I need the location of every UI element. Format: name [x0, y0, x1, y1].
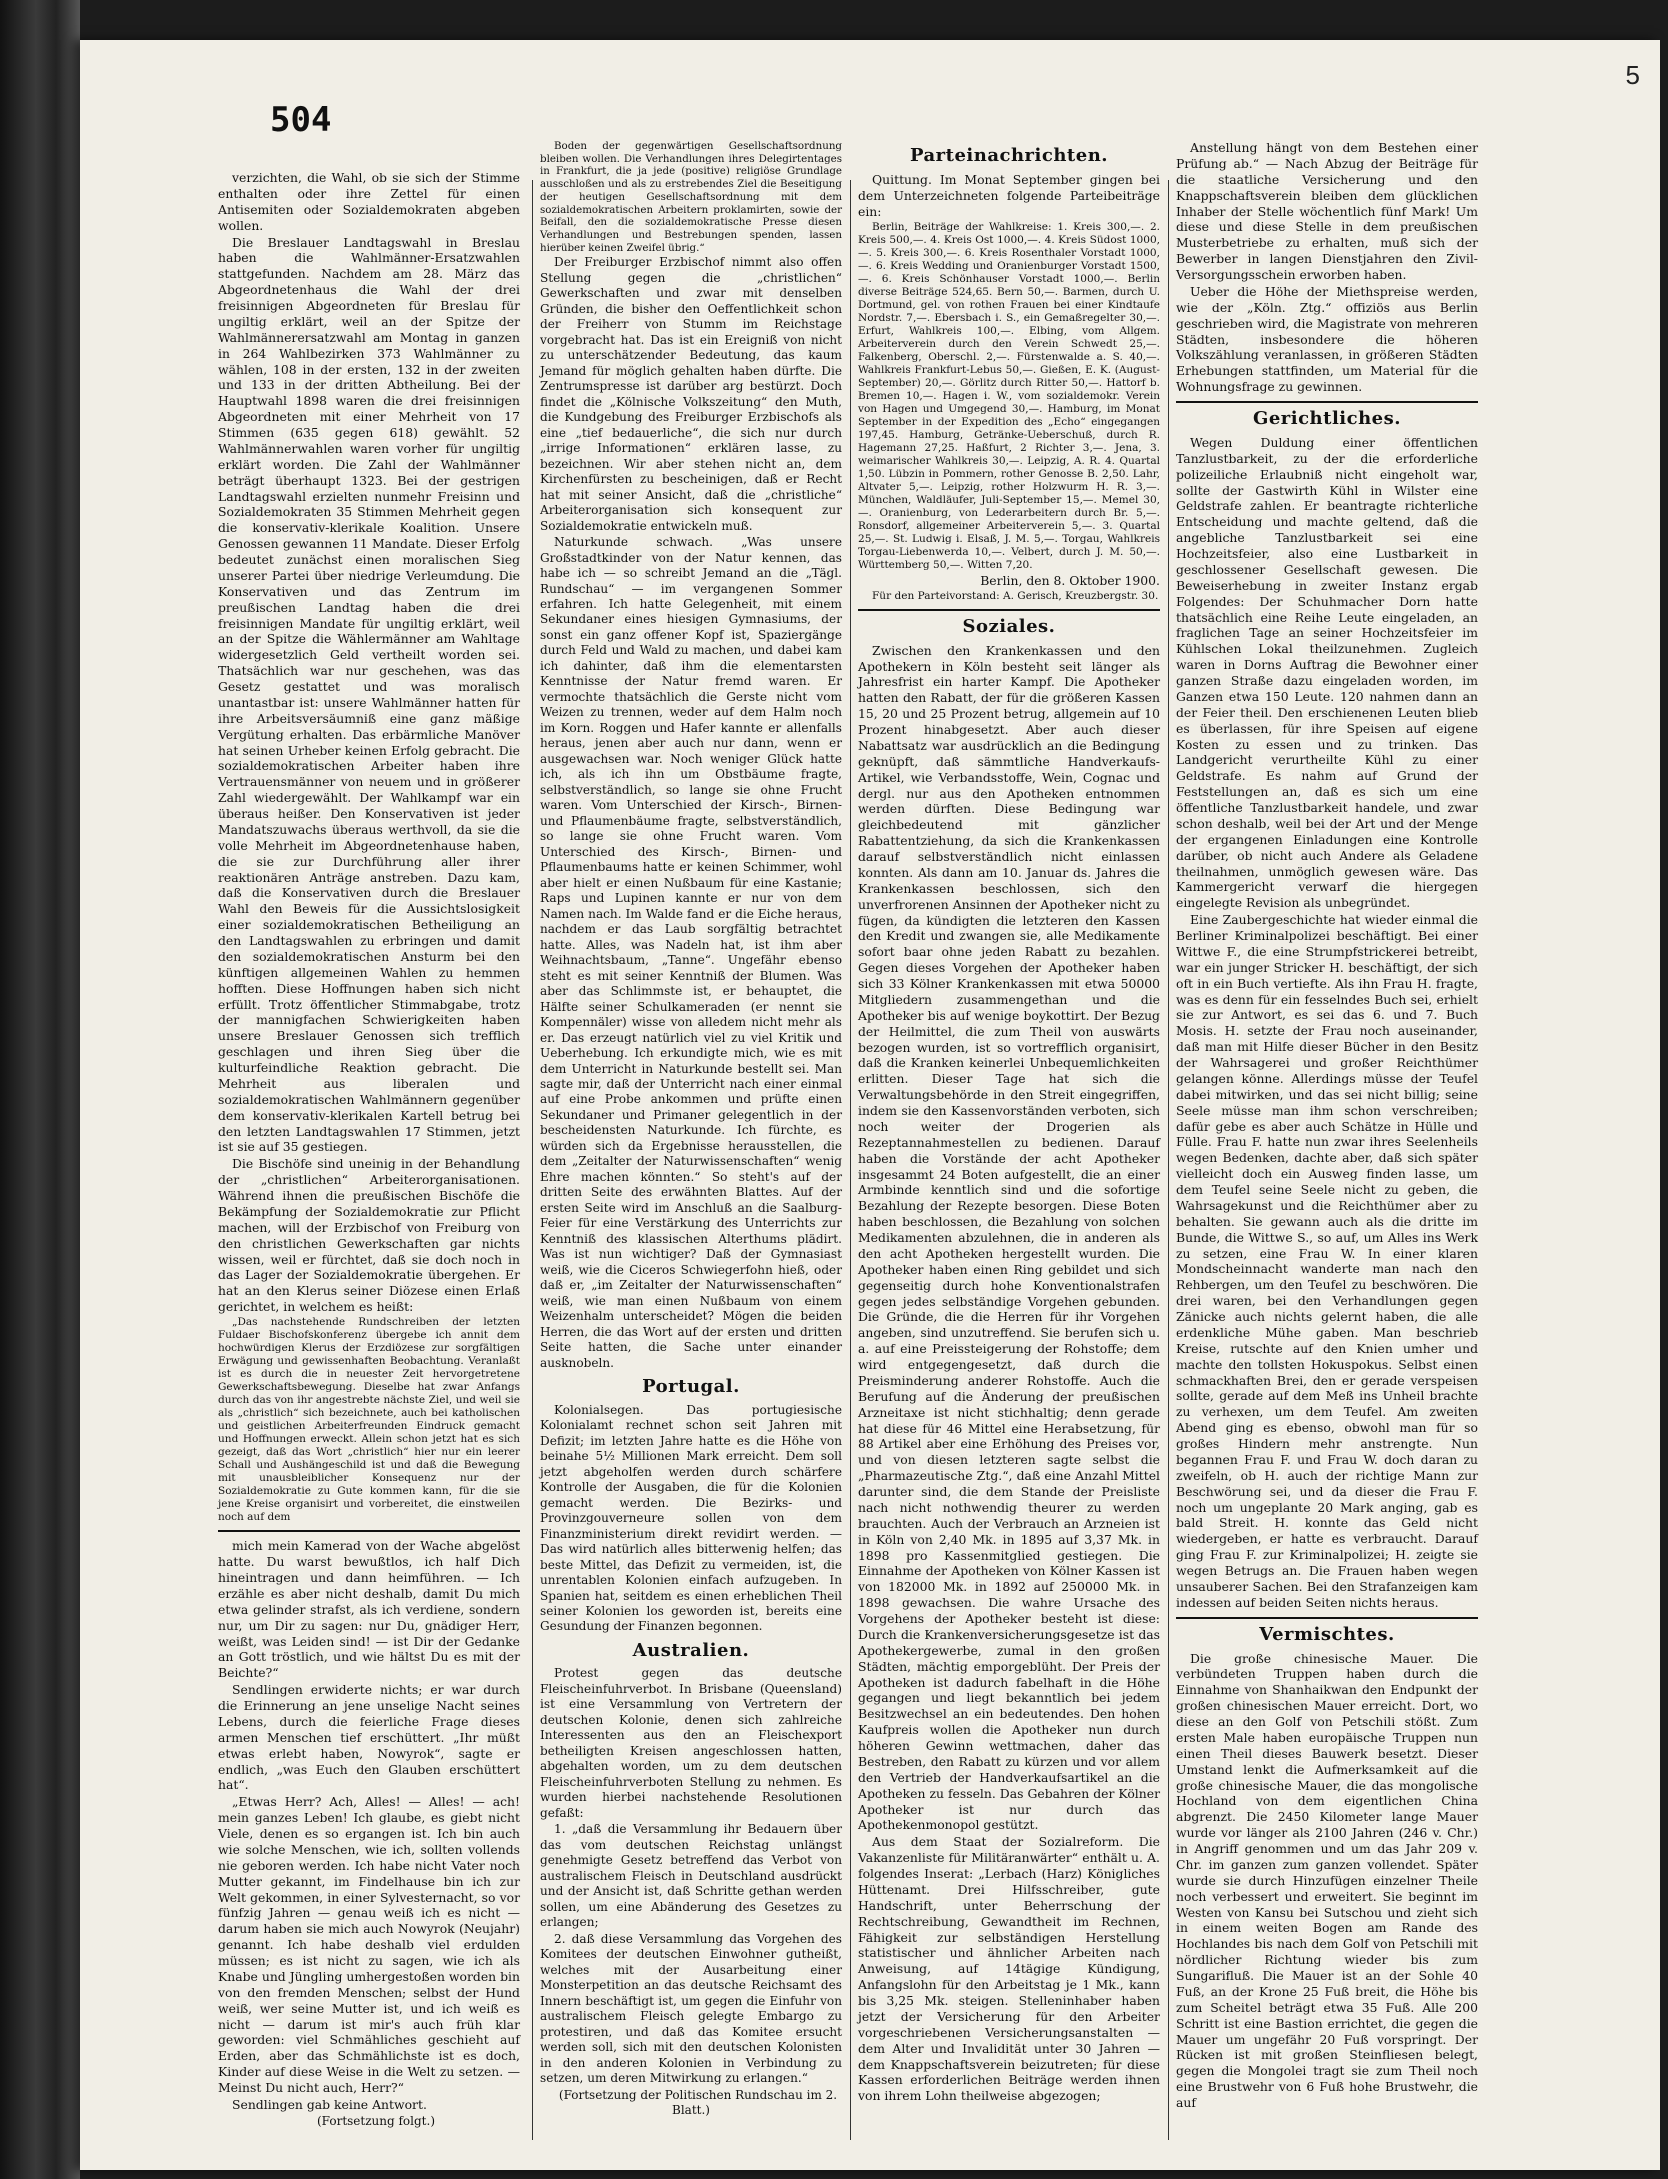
section-rule [858, 609, 1160, 611]
section-rule [218, 1530, 520, 1532]
article-paragraph: Sendlingen erwiderte nichts; er war durch die Erinnerung an jene unselige Nacht seines Lebens, durch die feierliche Frage dieses armen Menschen tief erschüttert. „Ihr müßt etwas erlebt haben, Nowyrok“, sagte er endlich, „was Euch den Glauben erschüttert hat“. [218, 1682, 520, 1793]
section-heading: Gerichtliches. [1252, 408, 1402, 429]
article-paragraph: mich mein Kamerad von der Wache abgelöst hatte. Du warst bewußtlos, ich half Dich hineintragen und dann heimführen. — Ich erzähle es aber nicht deshalb, damit Du mich etwa gelinder strafst, als ich verdiene, sondern nur, um Dir zu sagen: nur Du, gnädiger Herr, weißt, was Leiden sind! — ist Dir der Gedanke an Gott tröstlich, und wie hältst Du es mit der Beichte?“ [218, 1538, 520, 1681]
small-print-paragraph: „Das nachstehende Rundschreiben der letzten Fuldaer Bischofskonferenz übergebe ich annit dem hochwürdigen Klerus der Erzdiözese zur sorgfältigen Erwägung und gewissenhaften Beobachtung. Veranlaßt ist es durch die in neuester Zeit hervorgetretene Gewerkschaftsbewegung. Dieselbe hat zwar Anfangs durch das von ihr angestrebte nächste Ziel, und weil sie als „christlich“ sich bezeichnete, auch bei katholischen und geistlichen Arbeiterfreunden Eindruck gemacht und Hoffnungen erweckt. Allein schon jetzt hat es sich gezeigt, daß das Wort „christlich“ hier nur ein leerer Schall und Aushängeschild ist und daß die Bewegung mit unausbleiblicher Konsequenz nur der Sozialdemokratie zu Gute kommen kann, für die sie jene Kreise organisirt und vorbereitet, die einstweilen noch auf dem [218, 1316, 520, 1524]
section-rule [1176, 401, 1478, 403]
article-paragraph: „Etwas Herr? Ach, Alles! — Alles! — ach! mein ganzes Leben! Ich glaube, es giebt nicht Viele, denen es so ergangen ist. Ich bin auch wie solche Menschen, wie ich, sollten vollends nie geboren werden. Ich habe nicht Vater noch Mutter gekannt, im Findelhause bin ich zur Welt gekommen, in einer Sylvesternacht, so vor fünfzig Jahren — genau weiß ich es nicht — darum haben sie mich auch Nowyrok (Neujahr) genannt. Ich habe deshalb viel erdulden müssen; es ist nicht zu sagen, wie ich als Knabe und Jüngling umhergestoßen worden bin von den fremden Menschen; selbst der Hund weiß, wer seine Mutter ist, und ich weiß es nicht — darum ist mir's auch früh klar geworden: viel Schmähliches geschieht auf Erden, aber das Schmählichste ist es doch, Kinder auf diese Weise in die Welt zu setzen. — Meinst Du nicht auch, Herr?“ [218, 1794, 520, 2095]
newspaper-page [80, 40, 1660, 2170]
small-print-paragraph: Für den Parteivorstand: A. Gerisch, Kreuzbergstr. 30. [872, 589, 1159, 602]
article-paragraph: Ueber die Höhe der Miethspreise werden, wie der „Köln. Ztg.“ offiziös aus Berlin geschrieben wird, die Magistrate von mehreren Städten, insbesondere die höheren Volkszählung veranlassen, in größeren Städten Erhebungen stattfinden, um Material für die Wohnungsfrage zu gewinnen. [1176, 283, 1478, 395]
column-2 [540, 140, 842, 2119]
column-1 [218, 170, 520, 2131]
article-paragraph: verzichten, die Wahl, ob sie sich der Stimme enthalten oder ihre Zettel für einen Antisemiten oder Sozialdemokraten abgeben wollen. [218, 170, 520, 233]
small-print-paragraph: Boden der gegenwärtigen Gesellschaftsordnung bleiben wollen. Die Verhandlungen ihres Delegirtentages in Frankfurt, die ja jede (positive) religiöse Grundlage ausschloßen und als zu erstrebendes Ziel die Beseitigung der heutigen Gesellschaftsordnung mit dem sozialdemokratischen Arbeitern proklamirten, sowie der Beifall, den die sozialdemokratische Presse diesen Verhandlungen und Bestrebungen spenden, lassen hierüber keinen Zweifel übrig.“ [540, 140, 842, 254]
article-paragraph: Naturkunde schwach. „Was unsere Großstadtkinder von der Natur kennen, das habe ich — so schreibt Jemand an die „Tägl. Rundschau“ — im vergangenen Sommer erfahren. Ich hatte Gelegenheit, mit einem Sekundaner eines hiesigen Gymnasiums, der sonst ein ganz offener Kopf ist, Spaziergänge durch Feld und Wald zu machen, und dabei kam ich dahinter, daß ihm die elementarsten Kenntnisse der Natur fremd waren. Er vermochte thatsächlich die Gerste nicht vom Weizen zu trennen, weder auf dem Halm noch im Korn. Roggen und Hafer kannte er allenfalls heraus, jenen aber auch nur dann, wenn er ausgewachsen war. Noch weniger Glück hatte ich, als ich ihn um Obstbäume fragte, selbstverständlich, so lange sie ohne Frucht waren. Vom Unterschied der Kirsch-, Birnen- und Pflaumenbäume fragte, selbstverständlich, so lange sie ohne Frucht waren. Vom Unterschied des Kirsch-, Birnen- und Pflaumenbaums hatte er keinen Schimmer, wohl aber hielt er einen Nußbaum für eine Kastanie; Raps und Lupinen kannte er nur von dem Namen nach. Im Walde fand er die Eiche heraus, nachdem er das Laub sorgfältig betrachtet hatte. Alles, was Nadeln hat, ist ihm aber Weihnachtsbaum, „Tanne“. Ungefähr ebenso steht es mit seiner Kenntniß der Blumen. Was aber das Schlimmste ist, er behauptet, die Hälfte seiner Schulkameraden (er nennt sie Kompennäler) wisse von alledem nicht mehr als er. Das erzeugt natürlich viel zu viel Kritik und Ueberhebung. Ich erkundigte mich, wie es mit dem Unterricht in Naturkunde bestellt sei. Man sagte mir, daß der Unterricht nach einer einmal auf eine Probe ankommen und prüfte einen Sekundaner und Primaner gelegentlich in der bescheidensten Naturkunde. Ich fürchte, es würden sich da Ergebnisse herausstellen, die dem „Zeitalter der Naturwissenschaften“ wenig Ehre machen könnten.“ So steht's auf der dritten Seite des erwähnten Blattes. Auf der ersten Seite wird im Anschluß an die Saalburg-Feier für eine Verstärkung des Unterrichts zur Kenntniß des klassischen Alterthums plädirt. Was ist nun wichtiger? Daß der Gymnasiast weiß, wie die Ciceros Schwiegerfohn hieß, oder daß er, „im Zeitalter der Naturwissenschaften“ weiß, wie man einen Nußbaum von einem Weizenhalm unterscheidet? Mögen die beiden Herren, die das Wort auf der ersten und dritten Seite hatten, die Sache unter einander ausknobeln. [540, 535, 842, 1370]
article-paragraph: Die Bischöfe sind uneinig in der Behandlung der „christlichen“ Arbeiterorganisationen. Während ihnen die preußischen Bischöfe die Bekämpfung der Sozialdemokratie zur Pflicht machen, will der Erzbischof von Freiburg von den christlichen Gewerkschaften gar nichts wissen, weil er fürchtet, daß sie doch noch in das Lager der Sozialdemokratie übergehen. Er hat an den Klerus seiner Diözese einen Erlaß gerichtet, in welchem es heißt: [218, 1156, 520, 1315]
column-4 [1176, 140, 1478, 2112]
article-paragraph: Quittung. Im Monat September gingen bei dem Unterzeichneten folgende Parteibeiträge ein: [858, 171, 1160, 219]
column-divider [1168, 180, 1169, 2140]
article-paragraph: Anstellung hängt von dem Bestehen einer Prüfung ab.“ — Nach Abzug der Beiträge für die staatliche Versicherung und den Knappschaftsverein bleiben dem glücklichen Inhaber der Stelle wöchentlich fünf Mark! Um diese und diese Stelle in dem preußischen Musterbetriebe zu erhalten, muß sich der Bewerber in langen Dienstjahren den Zivil-Versorgungsschein erworben haben. [1176, 140, 1478, 282]
section-heading: Parteinachrichten. [909, 145, 1109, 166]
article-paragraph: 1. „daß die Versammlung ihr Bedauern über das vom deutschen Reichstag unlängst genehmigte Gesetz betreffend das Verbot von australischem Fleisch in Deutschland ausdrückt und der Ansicht ist, daß Schritte gethan werden sollen, um eine Abänderung des Gesetzes zu erlangen; [540, 1822, 842, 1930]
article-paragraph: Sendlingen gab keine Antwort. [232, 2096, 427, 2112]
section-heading: Vermischtes. [1259, 1623, 1395, 1645]
small-print-paragraph: Berlin, Beiträge der Wahlkreise: 1. Kreis 300,—. 2. Kreis 500,—. 4. Kreis Ost 1000,—. 4. Kreis Südost 1000,—. 5. Kreis 300,—. 6. Kreis Rosenthaler Vorstadt 1000,—. 6. Kreis Wedding und Oranienburger Vorstadt 1500,—. 6. Kreis Schönhauser Vorstadt 1000,—. Berlin diverse Beiträge 524,65. Bern 50,—. Barmen, durch U. Dortmund, gel. von rothen Frauen bei einer Kindtaufe Nordstr. 7,—. Ebersbach i. S., ein Gemaßregelter 30,—. Erfurt, Wahlkreis 100,—. Elbing, vom Allgem. Arbeiterverein durch den Verein Schwedt 25,—. Falkenberg, Oberschl. 2,—. Fürstenwalde a. S. 40,—. Wahlkreis Frankfurt-Lebus 50,—. Gießen, E. K. (August-September) 20,—. Görlitz durch Ritter 50,—. Hattorf b. Bremen 10,—. Hagen i. W., vom sozialdemokr. Verein von Hagen und Umgegend 30,—. Hamburg, im Monat September in der Expedition des „Echo“ eingegangen 197,45. Hamburg, Getränke-Ueberschuß, durch R. Hagemann 27,25. Haßfurt, 2 Richter 3,—. Jena, 3. weimarischer Wahlkreis 30,—. Leipzig, A. R. 4. Quartal 1,50. Lübzin in Pommern, rother Genosse B. 2,50. Lahr, Altvater 5,—. Leipzig, rother Holzwurm H. R. 3,—. München, Waldläufer, Juli-September 15,—. Memel 30,—. Oranienburg, von Lederarbeitern durch Br. 5,—. Ronsdorf, allgemeiner Arbeiterverein 5,—. 3. Quartal 25,—. St. Ludwig i. Elsaß, J. M. 5,—. Torgau, Wahlkreis Torgau-Liebenwerda 10,—. Velbert, durch J. M. 50,—. Württemberg 50,—. Witten 7,20. [858, 220, 1160, 571]
corner-mark: 5 [1625, 60, 1640, 90]
column-divider [850, 180, 851, 2140]
section-heading: Australien. [632, 1639, 750, 1661]
article-paragraph: Zwischen den Krankenkassen und den Apothekern in Köln besteht seit länger als Jahresfrist ein harter Kampf. Die Apotheker hatten den Rabatt, der für die größeren Kassen 15, 20 und 25 Prozent betrug, allgemein auf 10 Prozent hinabgesetzt. Aber auch dieser Nabattsatz war ausdrücklich an die Bedingung geknüpft, daß sämmtliche Handverkaufs-Artikel, wie Verbandsstoffe, Wein, Cognac und dergl. nur aus den Apotheken entnommen werden dürften. Diese Bedingung war gleichbedeutend mit gänzlicher Rabattentziehung, da sich die Krankenkassen darauf selbstverständlich nicht einlassen konnten. Als dann am 10. Januar ds. Jahres die Krankenkassen beschlossen, sich den unverfrorenen Ansinnen der Apotheker nicht zu fügen, da kündigten die letzteren den Kassen den Kredit und zwangen sie, alle Medikamente sofort baar ohne jeden Rabatt zu bezahlen. Gegen dieses Vorgehen der Apotheker haben sich 33 Kölner Krankenkassen mit etwa 50000 Mitgliedern zusammengethan und die Apotheker bis auf wenige boykottirt. Der Bezug der Heilmittel, die zum Theil von auswärts bezogen wurden, ist so vortrefflich organisirt, daß die Kranken keinerlei Unbequemlichkeiten erlitten. Dieser Tage hat sich die Verwaltungsbehörde in den Streit eingegriffen, indem sie den Kassenvorständen verboten, sich noch weiter der Drogerien als Rezeptannahmestellen zu bedienen. Darauf haben die Vorstände der acht Apotheker insgesammt 24 Boten aufgestellt, die an einer Armbinde kenntlich sind und die sofortige Bezahlung der Rezepte besorgen. Diese Boten haben beschlossen, die Bezahlung von solchen Medikamenten abzulehnen, die in anderen als den acht Apotheken hergestellt wurden. Die Apotheker haben einen Ring gebildet und sich gegenseitig durch hohe Konventionalstrafen gegen jedes selbständige Vorgehen gebunden. Die Gründe, die die Herren für ihr Vorgehen angeben, sind unzutreffend. Sie berufen sich u. a. auf eine Preissteigerung der Rohstoffe; dem wird entgegengesetzt, daß durch die Preisminderung anderer Rohstoffe. Auch die Berufung auf die Änderung der preußischen Arzneitaxe ist nicht stichhaltig; denn gerade hat diese für 46 Mittel eine Herabsetzung, für 88 Artikel aber eine Erhöhung des Preises vor, und von diesen letzteren sagte selbst die „Pharmazeutische Ztg.“, daß eine Anzahl Mittel darunter sind, die dem Stande der Preisliste nach nicht nothwendig theurer zu werden brauchten. Auch der Verbrauch an Arzneien ist in Köln von 2,40 Mk. in 1895 auf 3,37 Mk. in 1898 pro Kassenmitglied gestiegen. Die Einnahme der Apotheken von Kölner Kassen ist von 182000 Mk. in 1892 auf 250000 Mk. in 1898 gewachsen. Die wahre Ursache des Vorgehens der Apotheker besteht ist diese: Durch die Krankenversicherungsgesetze ist das Apothekergewerbe, zumal in den großen Städten, mächtig emporgeblüht. Der Preis der Apotheken ist dadurch fabelhaft in die Höhe gegangen und liegt bekanntlich bei jedem Besitzwechsel an ein bedeutendes. Den hohen Kaufpreis wollen die Apotheker nun durch höheren Gewinn wettmachen, daher das Bestreben, den Rabatt zu kürzen und vor allem den Vertrieb der Handverkaufsartikel an die Apotheken zu fesseln. Das Gebahren der Kölner Apotheker ist nur durch das Apothekenmonopol gestützt. [858, 642, 1160, 1833]
page-number: 504 [270, 100, 332, 140]
continuation-note: (Fortsetzung der Politischen Rundschau im 2. Blatt.) [558, 2087, 838, 2117]
article-paragraph: Der Freiburger Erzbischof nimmt also offen Stellung gegen die „christlichen“ Gewerkschaften und zwar mit denselben Gründen, die bisher den Oeffentlichkeit schon der Freiherr von Stumm im Reichstage vorgebracht hat. Das ist ein Ereigniß von nicht zu unterschätzender Bedeutung, das kaum Jemand für möglich gehalten haben dürfte. Die Zentrumspresse ist darüber arg bestürzt. Doch findet die „Kölnische Volkszeitung“ den Muth, die Kundgebung des Freiburger Erzbischofs als eine „tief bedauerliche“, die sich nur durch „irrige Informationen“ erklären lasse, zu bezeichnen. Wir aber stehen nicht an, dem Kirchenfürsten zu bescheinigen, daß er Recht hat mit seiner Ansicht, daß die „christliche“ Arbeiterorganisation sich konsequent zur Sozialdemokratie entwickeln muß. [540, 255, 842, 533]
article-paragraph: Wegen Duldung einer öffentlichen Tanzlustbarkeit, zu der die erforderliche polizeiliche Erlaubniß nicht eingeholt war, sollte der Gastwirth Kühl in Wilster eine Geldstrafe zahlen. Er beantragte richterliche Entscheidung und machte geltend, daß die angebliche Tanzlustbarkeit sei eine Hochzeitsfeier, also eine Lustbarkeit in geschlossener Gesellschaft gewesen. Die Beweiserhebung in zweiter Instanz ergab Folgendes: Der Schuhmacher Dorn hatte thatsächlich eine Reihe Leute eingeladen, an fraglichen Tage an seiner Hochzeitsfeier im Kühlschen Lokal theilzunehmen. Zugleich waren in Dorns Auftrag die Bewohner einer ganzen Straße dazu eingeladen worden, im Ganzen etwa 150 Leute. 120 nahmen dann an der Feier theil. Den erschienenen Leuten blieb es überlassen, für ihre Speisen auf eigene Kosten zu essen und zu trinken. Das Landgericht verurtheilte Kühl zu einer Geldstrafe. Es nahm auf Grund der Feststellungen an, daß es sich um eine öffentliche Tanzlustbarkeit handele, und zwar schon deshalb, weil bei der Art und der Menge der ergangenen Einladungen eine Kontrolle darüber, ob nicht auch Andere als Geladene theilnahmen, unmöglich gewesen wäre. Das Kammergericht verwarf die hiergegen eingelegte Revision als unbegründet. [1176, 434, 1478, 911]
article-paragraph: Die Breslauer Landtagswahl in Breslau haben die Wahlmänner-Ersatzwahlen stattgefunden. Nachdem am 28. März das Abgeordnetenhaus die Wahl der drei freisinnigen Abgeordneten für Breslau für ungiltig erklärt, weil an der Spitze der Wahlmännerersatzwahl am Montag in ganzen in 264 Wahlbezirken 373 Wahlmänner zu wählen, 108 in der ersten, 132 in der zweiten und 133 in der dritten Abtheilung. Bei der Hauptwahl 1898 waren die drei freisinnigen Abgeordneten mit einer Mehrheit von 17 Stimmen (635 gegen 618) gewählt. 52 Wahlmännerwahlen waren vorher für ungiltig erklärt worden. Die Zahl der Wahlmänner beträgt überhaupt 1323. Bei der gestrigen Landtagswahl erzielten nunmehr Freisinn und Sozialdemokraten 35 Stimmen Mehrheit gegen die konservativ-klerikale Koalition. Unsere Genossen gewannen 11 Mandate. Dieser Erfolg bedeutet zunächst einen moralischen Sieg unserer Partei über niedrige Verleumdung. Die Konservativen und das Zentrum im preußischen Landtag haben die drei freisinnigen Mandate für ungiltig erklärt, weil an der Spitze die Wählermänner am Wahltage widergesetzlich Geld vertheilt worden sei. Thatsächlich war nur geschehen, was das Gesetz gestattet und was moralisch unantastbar ist: unsere Wahlmänner hatten für ihre Arbeitsversäumniß eine ganz mäßige Vergütung erhalten. Das erbärmliche Manöver hat seinen Urheber keinen Erfolg gebracht. Die sozialdemokratischen Arbeiter haben ihre Vertrauensmänner von neuem und in größerer Zahl wiedergewählt. Der Wahlkampf war ein überaus heißer. Den Konservativen ist jeder Mandatszuwachs überaus werthvoll, da sie die volle Mehrheit im Abgeordnetenhause haben, die sie zur Durchführung aller ihrer reaktionären Anträge anstreben. Dazu kam, daß die Konservativen durch die Breslauer Wahl den Beweis für die Aussichtslosigkeit einer sozialdemokratischen Betheiligung an den Landtagswahlen zu erbringen und damit den sozialdemokratischen Ansturm bei den künftigen allgemeinen Wahlen zu hemmen hofften. Diese Hoffnungen haben sich nicht erfüllt. Trotz öffentlicher Stimmabgabe, trotz der mannigfachen Schwierigkeiten haben unsere Breslauer Genossen sich trefflich geschlagen und ihren Sieg über die kulturfeindliche Reaktion gebracht. Die Mehrheit aus liberalen und sozialdemokratischen Wahlmännern gegenüber dem konservativ-klerikalen Kartell betrug bei den letzten Landtagswahlen 17 Stimmen, jetzt ist sie auf 35 gestiegen. [218, 234, 520, 1155]
article-paragraph: 2. daß diese Versammlung das Vorgehen des Komitees der deutschen Einwohner gutheißt, welches mit der Ausarbeitung einer Monsterpetition an das deutsche Reichsamt des Innern beschäftigt ist, um gegen die Einfuhr von australischem Fleisch gelegte Embargo zu protestiren, und daß das Komitee ersucht werden soll, sich mit den deutschen Kolonisten in den anderen Kolonien in Verbindung zu setzen, um deren Mitwirkung zu erlangen.“ [540, 1931, 842, 2086]
dateline: Berlin, den 8. Oktober 1900. [980, 572, 1160, 588]
article-paragraph: Protest gegen das deutsche Fleischeinfuhrverbot. In Brisbane (Queensland) ist eine Versammlung von Vertretern der deutschen Kolonie, denen sich zahlreiche Interessenten aus den an Fleischexport betheiligten Kreisen angeschlossen hatten, abgehalten worden, um zu dem deutschen Fleischeinfuhrverboten Stellung zu nehmen. Es wurden hierbei nachstehende Resolutionen gefaßt: [540, 1666, 842, 1820]
section-heading: Portugal. [642, 1376, 740, 1398]
continuation-note: (Fortsetzung folgt.) [317, 2113, 435, 2128]
column-divider [532, 180, 533, 2140]
article-paragraph: Die große chinesische Mauer. Die verbündeten Truppen haben durch die Einnahme von Shanhaikwan den Endpunkt der großen chinesischen Mauer erreicht. Dort, wo diese an den Golf von Petschili stößt. Zum ersten Male haben europäische Truppen nun einen Theil dieses Bauwerk besetzt. Dieser Umstand lenkt die Aufmerksamkeit auf die große chinesische Mauer, die das mongolische Hochland von dem eigentlichen China abgrenzt. Die 2450 Kilometer lange Mauer wurde vor länger als 2100 Jahren (246 v. Chr.) in Angriff genommen und um das Jahr 209 v. Chr. im ganzen zum ganzen vollendet. Später wurde sie durch Hinzufügen einzelner Theile noch verbessert und erweitert. Sie beginnt im Westen von Kansu bei Sutschou und zieht sich in einem weiten Bogen am Rande des Hochlandes bis nach dem Golf von Petschili mit nördlicher Richtung wieder bis zum Sungarifluß. Die Mauer ist an der Sohle 40 Fuß, an der Krone 25 Fuß breit, die Höhe bis zum Scheitel beträgt etwa 35 Fuß. Alle 200 Schritt ist eine Bastion errichtet, die gegen die Mauer um ungefähr 20 Fuß vorspringt. Der Rücken ist mit großen Steinfliesen belegt, gegen die Mongolei tragt sie zum Theil noch eine Brustwehr von 6 Fuß hohe Brustwehr, die auf [1176, 1650, 1478, 2110]
article-paragraph: Aus dem Staat der Sozialreform. Die Vakanzenliste für Militäranwärter“ enthält u. A. folgendes Inserat: „Lerbach (Harz) Königliches Hüttenamt. Drei Hilfsschreiber, gute Handschrift, unter Beherrschung der Rechtschreibung, Gewandtheit im Rechnen, Fähigkeit zur selbständigen Herstellung statistischer und ähnlicher Arbeiten nach Anweisung, auf 14tägige Kündigung, Anfangslohn für den Arbeitstag je 1 Mk., kann bis 3,25 Mk. steigen. Stelleninhaber haben jetzt der Versicherung für den Arbeiter vorgeschriebenen Versicherungsanstalten — dem Alter und Invalidität unter 30 Jahren — dem Knappschaftsverein beizutreten; für diese Kassen erforderlichen Beiträge werden ihnen von ihrem Lohn theilweise abgezogen; [858, 1834, 1160, 2104]
book-spine [0, 0, 80, 2179]
column-3 [858, 140, 1160, 2105]
article-paragraph: Eine Zaubergeschichte hat wieder einmal die Berliner Kriminalpolizei beschäftigt. Bei einer Wittwe F., die eine Strumpfstrickerei betreibt, war ein junger Stricker H. beschäftigt, der sich oft in ein Buch vertiefte. Als ihn Frau H. fragte, was es denn für ein fesselndes Buch sei, erhielt sie zur Antwort, es sei das 6. und 7. Buch Mosis. H. setzte der Frau noch auseinander, daß man mit Hilfe dieser Bücher in den Besitz der Wahrsagerei und großer Reichthümer gelangen könne. Allerdings müsse der Teufel dabei mitwirken, und das sei nicht billig; seine Seele müsse man ihm schon verschreiben; dafür gebe es aber auch Schätze in Hülle und Fülle. Frau F. hatte nun zwar ihres Seelenheils wegen Bedenken, dachte aber, daß sich später vielleicht doch ein Ausweg finden lasse, um dem Teufel seine Seele nicht zu geben, die Wahrsagekunst und die Reichthümer aber zu behalten. Sie gewann auch als die dritte im Bunde, die Wittwe S., so auf, um Alles ins Werk zu setzen, eine Frau W. In einer klaren Mondscheinnacht wanderte man nach den Rehbergen, um den Teufel zu beschwören. Die drei waren, bei den Verhandlungen gegen Zänicke auch nichts gelernt haben, die alle erdenkliche Mühe gaben. Man beschrieb Kreise, rutschte auf den Knien umher und machte den tollsten Hokuspokus. Selbst einen schmackhaften Brei, den er gerade verspeisen sollte, gerade auf dem Meß ins Unheil brachte zu verhexen, um dem Teufel. Am zweiten Abend ging es ebenso, obwohl man für so großes Hindern mehr anstrengte. Nun begannen Frau F. und Frau W. doch daran zu zweifeln, ob H. auch der richtige Mann zur Beschwörung sei, und da dieser die Frau F. noch um ungeplante 20 Mark anging, gab es bald Streit. H. konnte das Geld nicht wiedergeben, er hatte es verbraucht. Darauf ging Frau F. zur Kriminalpolizei; H. zeigte sie wegen Betrugs an. Die Frauen haben wegen unsauberer Sachen. Bei den Strafanzeigen kam indessen auf beiden Seiten nichts heraus. [1176, 912, 1478, 1610]
article-paragraph: Kolonialsegen. Das portugiesische Kolonialamt rechnet schon seit Jahren mit Defizit; im letzten Jahre hatte es die Höhe von beinahe 5½ Millionen Mark erreicht. Dem soll jetzt abgeholfen werden durch schärfere Kontrolle der Ausgaben, die für die Kolonien gemacht werden. Die Bezirks- und Provinzgouverneure sollen von dem Finanzministerium direkt revidirt werden. — Das wird natürlich alles bitterwenig helfen; das beste Mittel, das Defizit zu vermeiden, ist, die unrentablen Kolonien einfach aufzugeben. In Spanien hat, seitdem es einen erheblichen Theil seiner Kolonien los geworden ist, bereits eine Gesundung der Finanzen begonnen. [540, 1402, 842, 1634]
section-heading: Soziales. [962, 615, 1056, 637]
section-rule [1176, 1617, 1478, 1619]
